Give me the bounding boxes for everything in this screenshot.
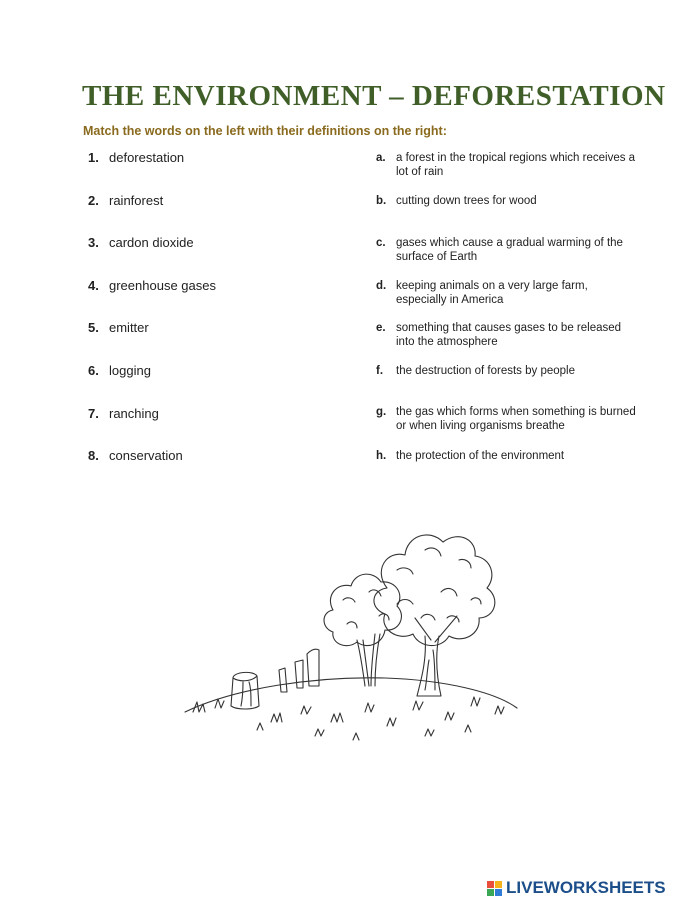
- definition-letter: a.: [376, 152, 386, 164]
- definition-item: [376, 194, 636, 208]
- liveworksheets-brand: [486, 878, 666, 898]
- large-stump: [231, 672, 259, 709]
- definition-item: [376, 279, 636, 307]
- definition-letter: d.: [376, 280, 387, 292]
- definition-text: a forest in the tropical regions which receives a lot of rain: [396, 152, 636, 178]
- word-number: 8.: [88, 448, 99, 463]
- word-item: [88, 278, 216, 293]
- definition-letter: f.: [376, 365, 384, 377]
- word-number: 5.: [88, 320, 99, 335]
- definition-letter: b.: [376, 195, 387, 207]
- definition-item: [376, 364, 636, 378]
- instructions-text: Match the words on the left with their definitions on the right:: [83, 124, 447, 138]
- word-item: [88, 320, 149, 335]
- trees-and-stumps-illustration: [125, 500, 565, 750]
- word-item: [88, 193, 163, 208]
- grass-tufts: [193, 697, 504, 740]
- ground-line: [185, 678, 517, 712]
- word-item: [88, 363, 151, 378]
- definition-item: [376, 151, 636, 179]
- definition-item: [376, 236, 636, 264]
- definition-letter: c.: [376, 237, 386, 249]
- word-text: greenhouse gases: [109, 278, 216, 293]
- word-text: rainforest: [109, 193, 164, 208]
- definition-item: [376, 321, 636, 349]
- definition-letter: e.: [376, 322, 386, 334]
- definition-text: the destruction of forests by people: [396, 365, 575, 377]
- word-number: 1.: [88, 150, 99, 165]
- big-tree-canopy: [374, 535, 495, 646]
- word-number: 4.: [88, 278, 99, 293]
- liveworksheets-logo-text: LIVEWORKSHEETS: [506, 878, 666, 897]
- word-number: 6.: [88, 363, 99, 378]
- word-item: [88, 150, 184, 165]
- stump-small: [295, 660, 303, 688]
- definition-text: cutting down trees for wood: [396, 195, 537, 207]
- definition-item: [376, 449, 636, 463]
- definition-text: keeping animals on a very large farm, especially in America: [396, 280, 588, 306]
- word-number: 2.: [88, 193, 99, 208]
- stump-small: [279, 668, 287, 692]
- word-text: ranching: [109, 406, 159, 421]
- definition-text: the gas which forms when something is burned or when living organisms breathe: [396, 406, 636, 432]
- definition-text: gases which cause a gradual warming of the surface of Earth: [396, 237, 623, 263]
- word-item: [88, 406, 159, 421]
- word-text: logging: [109, 363, 151, 378]
- definition-letter: g.: [376, 406, 387, 418]
- word-text: deforestation: [109, 150, 185, 165]
- word-text: cardon dioxide: [109, 235, 194, 250]
- word-text: conservation: [109, 448, 183, 463]
- word-number: 7.: [88, 406, 99, 421]
- word-item: [88, 448, 183, 463]
- small-tree-canopy: [324, 574, 401, 646]
- definition-text: the protection of the environment: [396, 450, 565, 462]
- definition-text: something that causes gases to be released into the atmosphere: [396, 322, 622, 348]
- word-item: [88, 235, 194, 250]
- definition-letter: h.: [376, 450, 387, 462]
- liveworksheets-logo-icon: [486, 879, 504, 897]
- word-number: 3.: [88, 235, 99, 250]
- worksheet-title: THE ENVIRONMENT – DEFORESTATION: [82, 80, 666, 112]
- big-tree-trunk: [415, 616, 457, 696]
- definition-item: [376, 405, 636, 433]
- word-text: emitter: [109, 320, 149, 335]
